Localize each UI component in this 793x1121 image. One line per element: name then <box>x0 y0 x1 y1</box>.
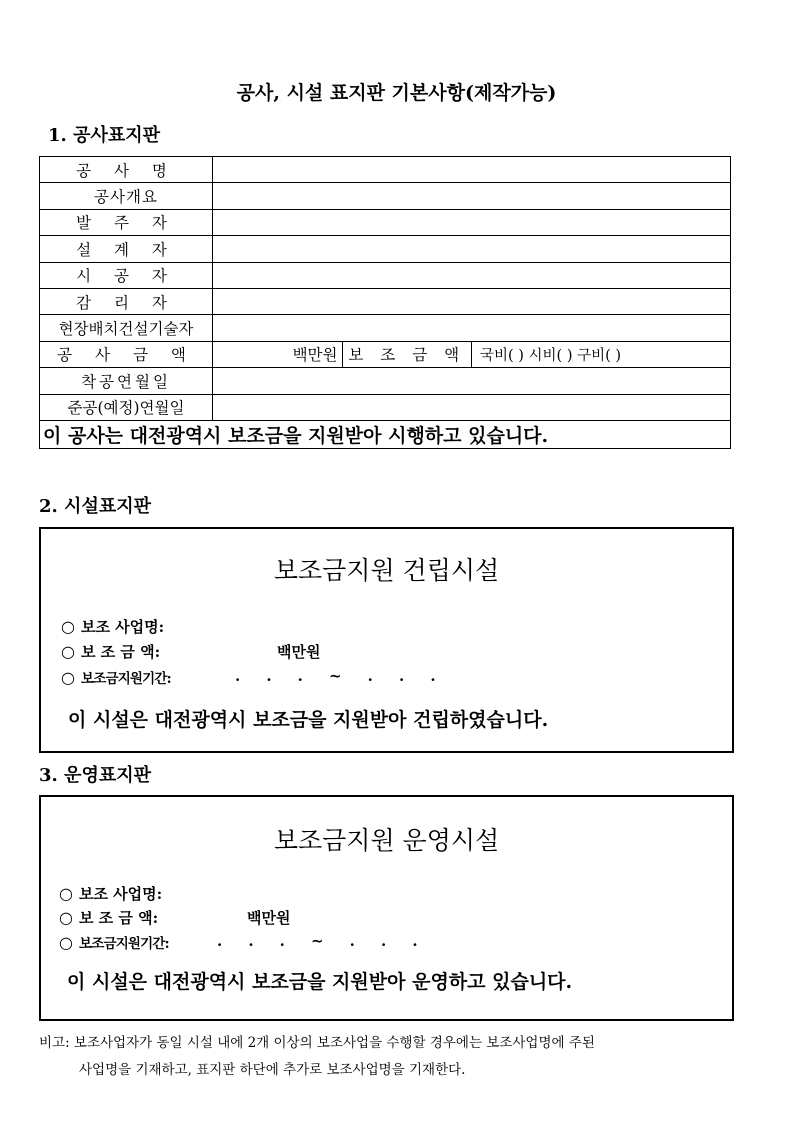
facility-support-period-value: . . . ~ . . . <box>235 667 436 685</box>
circle-bullet-icon: ○ <box>59 908 73 927</box>
section2-heading: 2. 시설표지판 <box>39 496 151 517</box>
circle-bullet-icon: ○ <box>61 642 75 661</box>
operation-sign-box <box>39 795 734 1021</box>
facility-support-period-label: 보조금지원기간: <box>80 671 171 687</box>
remarks-line-1: 비고: 보조사업자가 동일 시설 내에 2개 이상의 보조사업을 수행할 경우에는 보조사업명에 주된 <box>39 1035 595 1051</box>
table-row <box>40 157 731 183</box>
client-field[interactable] <box>213 209 731 235</box>
project-name-field[interactable] <box>213 157 731 183</box>
row-label-contract-amount: 공 사 금 액 <box>40 341 213 367</box>
operation-support-period-label: 보조금지원기간: <box>78 936 169 952</box>
table-row <box>40 236 731 262</box>
engineer-field[interactable] <box>213 315 731 341</box>
remarks-line-2: 사업명을 기재하고, 표지판 하단에 추가로 보조사업명을 기재한다. <box>79 1062 466 1078</box>
remarks <box>39 1030 759 1084</box>
facility-subsidy-amount-label: 보 조 금 액: <box>80 643 161 661</box>
operation-support-period-line <box>59 932 169 952</box>
subsidy-amount-label: 보 조 금 액 <box>342 341 472 367</box>
circle-bullet-icon: ○ <box>61 617 75 636</box>
circle-bullet-icon: ○ <box>59 884 73 903</box>
facility-sign-box <box>39 527 734 753</box>
operation-subsidy-amount-value: 백만원 <box>247 909 291 927</box>
row-label-overview: 공사개요 <box>40 183 213 209</box>
construction-sign-footer: 이 공사는 대전광역시 보조금을 지원받아 시행하고 있습니다. <box>40 420 731 448</box>
facility-sign-footer: 이 시설은 대전광역시 보조금을 지원받아 건립하였습니다. <box>68 709 549 731</box>
overview-field[interactable] <box>213 183 731 209</box>
circle-bullet-icon: ○ <box>59 933 73 952</box>
page-title: 공사, 시설 표지판 기본사항(제작가능) <box>236 82 557 104</box>
table-row <box>40 262 731 288</box>
section1-heading: 1. 공사표지판 <box>48 125 160 146</box>
completion-date-field[interactable] <box>213 394 731 420</box>
operation-subsidy-amount-label: 보 조 금 액: <box>78 909 159 927</box>
table-row <box>40 288 731 314</box>
row-label-supervisor: 감 리 자 <box>40 288 213 314</box>
operation-subsidy-amount-line <box>59 907 158 928</box>
row-label-client: 발 주 자 <box>40 209 213 235</box>
operation-sign-title: 보조금지원 운영시설 <box>273 826 500 855</box>
section3-heading: 3. 운영표지판 <box>39 765 151 786</box>
facility-support-period-line <box>61 667 171 687</box>
row-label-engineer: 현장배치건설기술자 <box>40 315 213 341</box>
funding-breakdown-field[interactable]: 국비( ) 시비( ) 구비( ) <box>472 341 731 367</box>
facility-subsidy-amount-line <box>61 641 160 662</box>
row-label-project-name: 공 사 명 <box>40 157 213 183</box>
operation-project-name-line <box>59 883 162 904</box>
operation-project-name-label: 보조 사업명: <box>78 885 163 903</box>
facility-project-name-line <box>61 616 164 637</box>
start-date-field[interactable] <box>213 368 731 394</box>
operation-support-period-value: . . . ~ . . . <box>217 932 418 950</box>
table-row <box>40 209 731 235</box>
table-row <box>40 183 731 209</box>
table-row <box>40 394 731 420</box>
operation-sign-footer: 이 시설은 대전광역시 보조금을 지원받아 운영하고 있습니다. <box>67 971 573 993</box>
table-row <box>40 315 731 341</box>
row-label-builder: 시 공 자 <box>40 262 213 288</box>
contract-amount-field[interactable]: 백만원 <box>213 341 343 367</box>
facility-subsidy-amount-value: 백만원 <box>277 643 321 661</box>
table-row <box>40 341 731 367</box>
row-label-designer: 설 계 자 <box>40 236 213 262</box>
supervisor-field[interactable] <box>213 288 731 314</box>
row-label-start-date: 착공연월일 <box>40 368 213 394</box>
table-row <box>40 420 731 448</box>
facility-project-name-label: 보조 사업명: <box>80 618 165 636</box>
row-label-completion-date: 준공(예정)연월일 <box>40 394 213 420</box>
table-row <box>40 368 731 394</box>
circle-bullet-icon: ○ <box>61 668 75 687</box>
builder-field[interactable] <box>213 262 731 288</box>
designer-field[interactable] <box>213 236 731 262</box>
construction-sign-table <box>39 156 731 449</box>
facility-sign-title: 보조금지원 건립시설 <box>273 556 500 585</box>
